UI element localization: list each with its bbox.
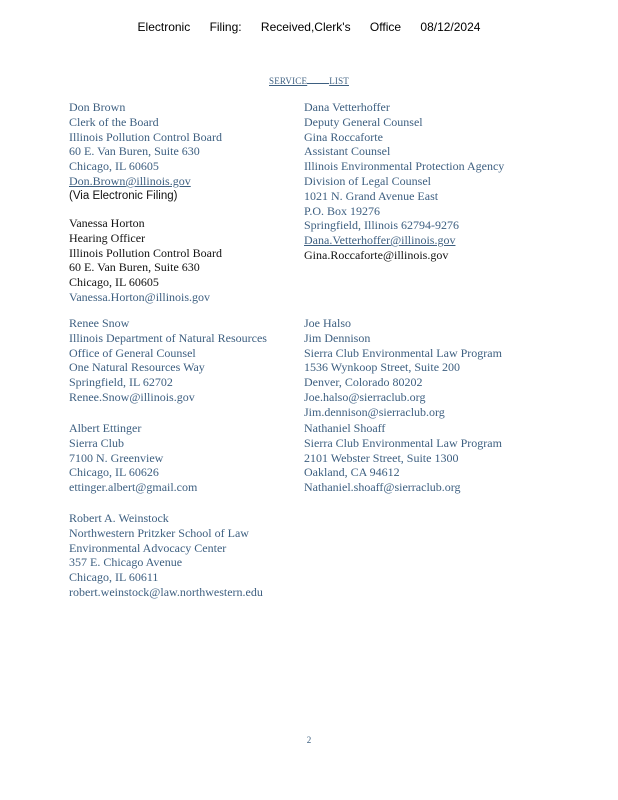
contact-organization: Illinois Pollution Control Board <box>69 129 223 144</box>
contact-city: Oakland, CA 94612 <box>304 465 400 480</box>
contact-name: Joe Halso <box>304 316 351 330</box>
contact-office: Office of General Counsel <box>69 345 196 360</box>
title-underline-gap <box>307 75 329 84</box>
contact-renee-snow <box>69 316 267 405</box>
contact-albert-ettinger <box>69 421 197 495</box>
contact-organization: Northwestern Pritzker School of Law <box>69 525 249 540</box>
contact-email: ettinger.albert@gmail.com <box>69 480 198 495</box>
contact-name: Albert Ettinger <box>69 421 142 435</box>
contact-email-link[interactable]: Don.Brown@illinois.gov <box>69 173 191 188</box>
contact-title: Hearing Officer <box>69 230 146 245</box>
contact-name: Vanessa Horton <box>69 216 145 230</box>
contact-title: Assistant Counsel <box>304 144 391 159</box>
contact-address: 1021 N. Grand Avenue East <box>304 188 439 203</box>
contact-address: 2101 Webster Street, Suite 1300 <box>304 450 459 465</box>
contact-email: Nathaniel.shoaff@sierraclub.org <box>304 480 461 495</box>
contact-address: One Natural Resources Way <box>69 360 205 375</box>
contact-email: Renee.Snow@illinois.gov <box>69 389 195 404</box>
header-office: Office <box>369 20 402 34</box>
contact-city: Chicago, IL 60605 <box>69 159 159 174</box>
contact-division: Division of Legal Counsel <box>304 173 431 188</box>
title-word-list: LIST <box>329 76 349 86</box>
service-list-title <box>0 75 618 86</box>
contact-name: Dana Vetterhoffer <box>304 100 390 114</box>
page-number: 2 <box>306 735 312 745</box>
contact-halso-dennison <box>304 316 502 420</box>
contact-email: Gina.Roccaforte@illinois.gov <box>304 247 449 262</box>
contact-organization: Illinois Pollution Control Board <box>69 245 223 260</box>
contact-dana-vetterhoffer-gina-roccaforte <box>304 100 504 263</box>
contact-name: Renee Snow <box>69 316 130 330</box>
contact-vanessa-horton <box>69 216 222 305</box>
contact-email: Joe.halso@sierraclub.org <box>304 389 426 404</box>
contact-address: 7100 N. Greenview <box>69 450 164 465</box>
contact-po-box: P.O. Box 19276 <box>304 203 381 218</box>
contact-name: Jim Dennison <box>304 330 371 345</box>
filing-stamp-header <box>0 20 618 34</box>
contact-address: 60 E. Van Buren, Suite 630 <box>69 260 200 275</box>
contact-don-brown <box>69 100 222 204</box>
header-electronic: Electronic <box>137 20 191 34</box>
header-received: Received,Clerk's <box>260 20 351 34</box>
contact-address: 60 E. Van Buren, Suite 630 <box>69 144 200 159</box>
contact-organization: Sierra Club Environmental Law Program <box>304 435 502 450</box>
header-date: 08/12/2024 <box>420 20 481 34</box>
contact-email: Vanessa.Horton@illinois.gov <box>69 289 211 304</box>
header-filing: Filing: <box>209 20 242 34</box>
contact-name: Nathaniel Shoaff <box>304 421 386 435</box>
contact-email-link[interactable]: Dana.Vetterhoffer@illinois.gov <box>304 233 456 248</box>
contact-title: Deputy General Counsel <box>304 114 423 129</box>
contact-city: Chicago, IL 60611 <box>69 570 159 585</box>
contact-title: Clerk of the Board <box>69 114 159 129</box>
contact-nathaniel-shoaff <box>304 421 502 495</box>
contact-note: (Via Electronic Filing) <box>69 189 178 202</box>
contact-city: Springfield, Illinois 62794-9276 <box>304 218 459 233</box>
contact-name: Don Brown <box>69 100 126 114</box>
contact-name: Robert A. Weinstock <box>69 511 169 525</box>
contact-department: Environmental Advocacy Center <box>69 540 227 555</box>
contact-email: Jim.dennison@sierraclub.org <box>304 404 445 419</box>
contact-city: Chicago, IL 60626 <box>69 465 159 480</box>
contact-organization: Illinois Department of Natural Resources <box>69 330 267 345</box>
contact-name: Gina Roccaforte <box>304 129 383 144</box>
contact-city: Chicago, IL 60605 <box>69 275 159 290</box>
title-word-service: SERVICE <box>269 76 308 86</box>
contact-city: Springfield, IL 62702 <box>69 375 173 390</box>
contact-address: 357 E. Chicago Avenue <box>69 555 183 570</box>
contact-address: 1536 Wynkoop Street, Suite 200 <box>304 360 461 375</box>
contact-organization: Sierra Club Environmental Law Program <box>304 345 502 360</box>
contact-email: robert.weinstock@law.northwestern.edu <box>69 584 263 599</box>
contact-organization: Sierra Club <box>69 435 124 450</box>
contact-robert-weinstock <box>69 511 263 600</box>
contact-organization: Illinois Environmental Protection Agency <box>304 159 505 174</box>
contact-city: Denver, Colorado 80202 <box>304 375 423 390</box>
